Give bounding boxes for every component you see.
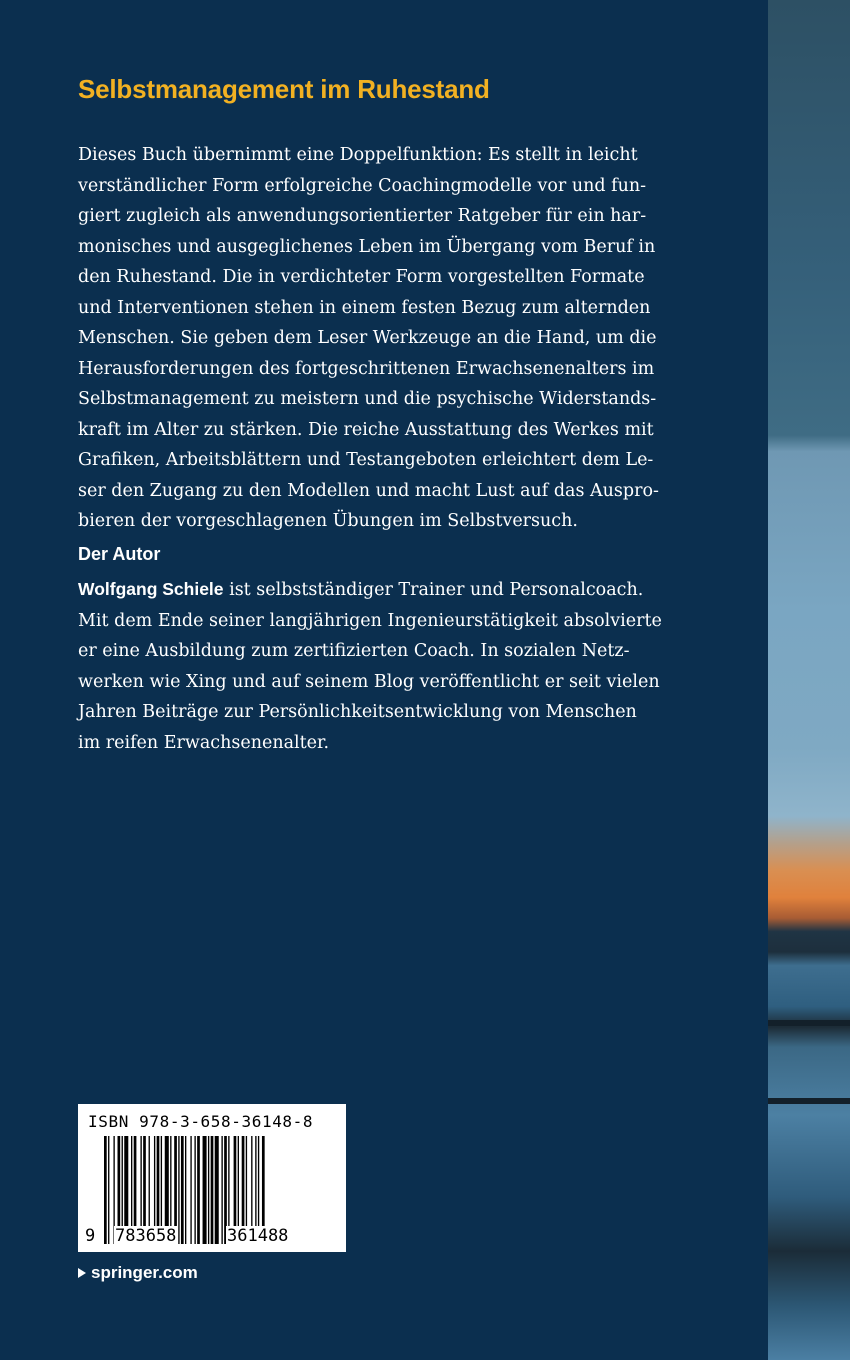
description-line: giert zugleich als anwendungsorientierter Ratgeber für ein har- — [78, 206, 647, 226]
description-line: ser den Zugang zu den Modellen und macht Lust auf das Auspro- — [78, 480, 659, 501]
description-line: monisches und ausgeglichenes Leben im Übergang vom Beruf in — [78, 236, 656, 257]
isbn-barcode — [78, 1104, 346, 1252]
description-line: und Interventionen stehen in einem festen Bezug zum alternden — [78, 297, 651, 318]
author-bio-line — [78, 574, 684, 606]
description-line: verständlicher Form erfolgreiche Coachingmodelle vor und fun- — [78, 175, 647, 196]
description-line: Dieses Buch übernimmt eine Doppelfunktion: Es stellt in leicht — [78, 145, 638, 165]
author-bio-text: ist selbstständiger Trainer und Personalcoach. — [223, 580, 644, 600]
description-line: Grafiken, Arbeitsblättern und Testangeboten erleichtert dem Le- — [78, 450, 654, 470]
pier-detail — [768, 1020, 850, 1026]
description-line: Herausforderungen des fortgeschrittenen Erwachsenenalters im — [78, 358, 655, 379]
author-bio-line: im reifen Erwachsenenalter. — [78, 732, 330, 753]
barcode-digit-prefix: 9 — [85, 1226, 96, 1246]
description-line: Selbstmanagement zu meistern und die psychische Widerstands- — [78, 389, 657, 409]
description-line: den Ruhestand. Die in verdichteter Form vorgestellten Formate — [78, 267, 645, 287]
barcode-digit-group: 361488 — [227, 1226, 289, 1246]
author-bio-line: werken wie Xing und auf seinem Blog veröffentlicht er seit vielen — [78, 671, 660, 692]
barcode-digit-group: 783658 — [115, 1226, 177, 1246]
author-bio-line: er eine Ausbildung zum zertifizierten Coach. In sozialen Netz- — [78, 641, 630, 661]
author-name: Wolfgang Schiele — [78, 579, 224, 599]
book-description — [78, 140, 684, 537]
barcode-digits — [84, 1226, 340, 1246]
publisher-link[interactable] — [78, 1263, 198, 1283]
author-bio — [78, 574, 684, 758]
cover-photo-strip — [768, 0, 850, 1360]
author-bio-line: Jahren Beiträge zur Persönlichkeitsentwicklung von Menschen — [78, 702, 637, 722]
publisher-url: springer.com — [91, 1263, 198, 1282]
description-line: kraft im Alter zu stärken. Die reiche Ausstattung des Werkes mit — [78, 419, 654, 440]
arrow-right-icon — [78, 1268, 86, 1278]
isbn-text: ISBN 978-3-658-36148-8 — [88, 1112, 314, 1131]
book-title: Selbstmanagement im Ruhestand — [78, 74, 490, 104]
author-bio-line: Mit dem Ende seiner langjährigen Ingenieurstätigkeit absolvierte — [78, 610, 662, 631]
description-line: bieren der vorgeschlagenen Übungen im Selbstversuch. — [78, 511, 578, 531]
pier-detail — [768, 1098, 850, 1104]
description-line: Menschen. Sie geben dem Leser Werkzeuge an die Hand, um die — [78, 328, 657, 348]
author-heading: Der Autor — [78, 544, 161, 564]
